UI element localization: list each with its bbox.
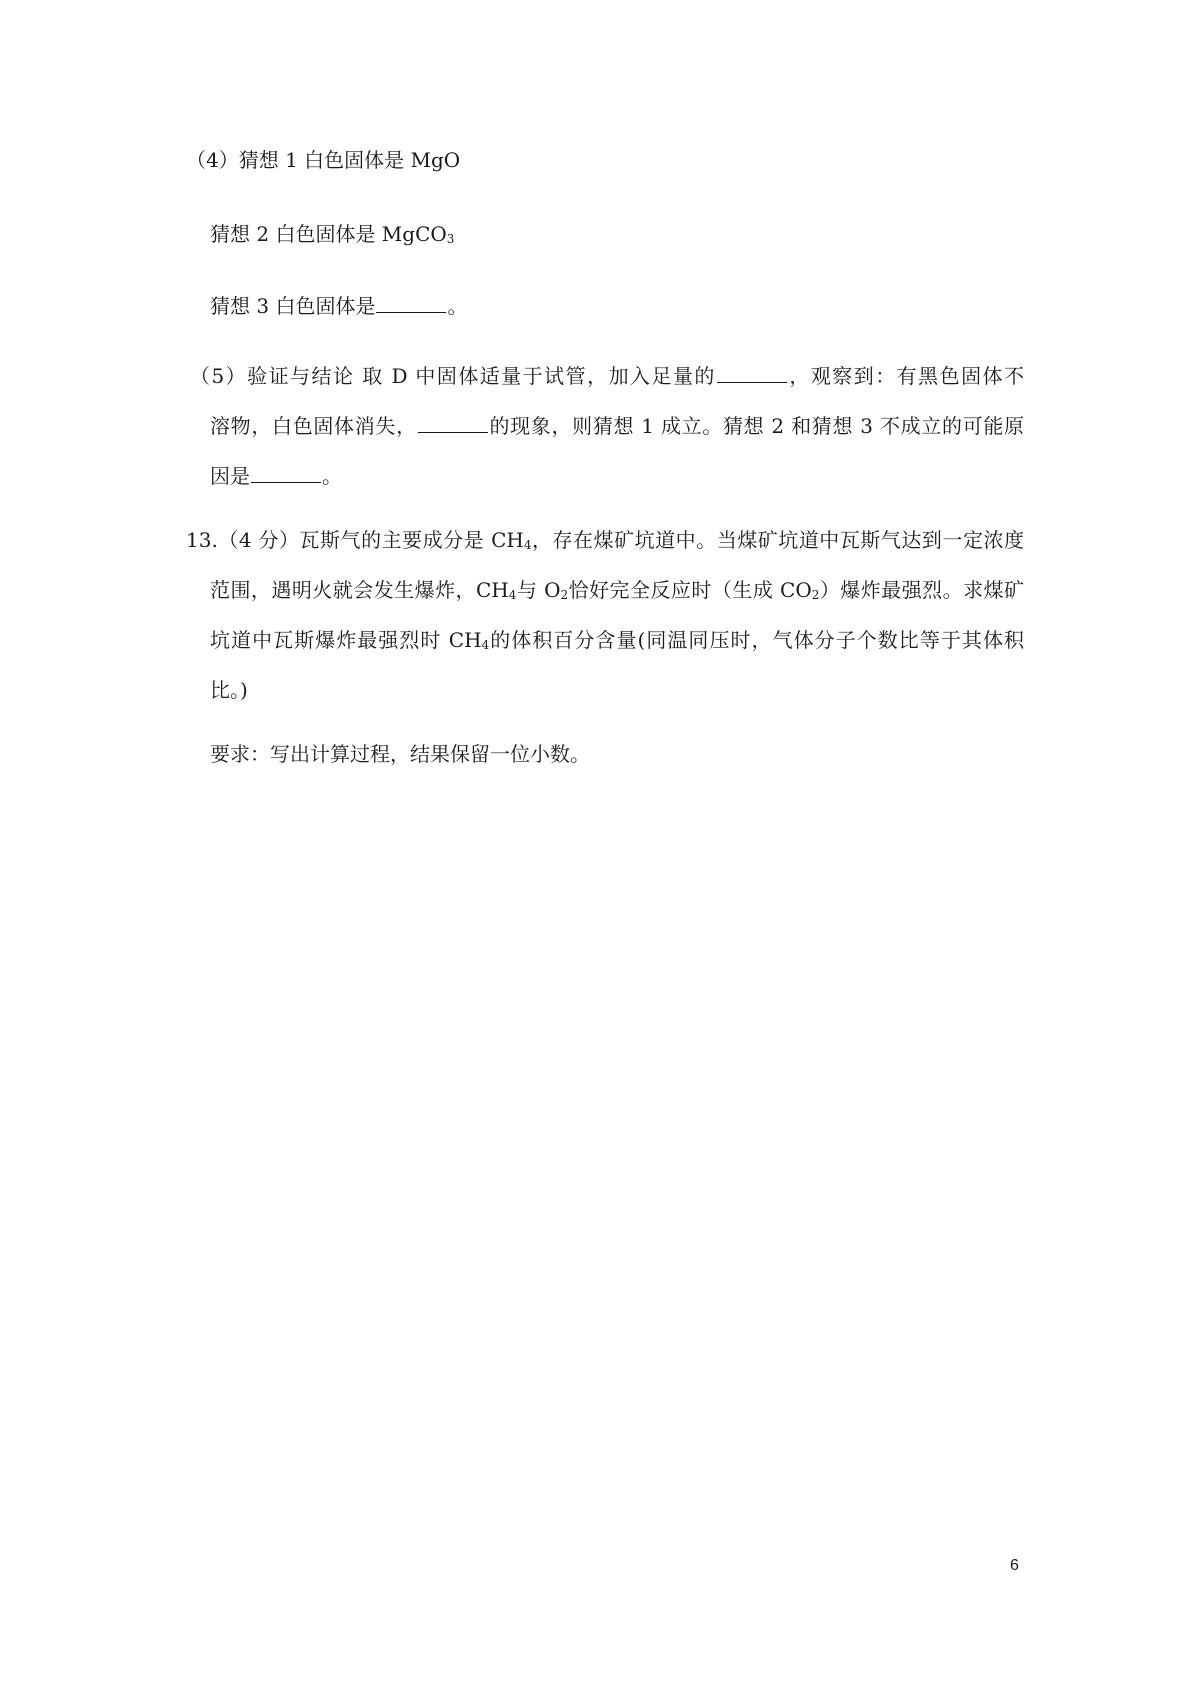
question-13-text-2d: ）爆炸最强烈。求煤矿	[819, 578, 1024, 602]
subscript: 3	[446, 232, 455, 246]
verification-line-3	[210, 462, 342, 490]
subscript: 4	[523, 538, 532, 552]
subscript: 2	[560, 588, 569, 602]
answer-blank[interactable]	[717, 362, 787, 383]
question-13-text-2a: 范围，遇明火就会发生爆炸，CH	[210, 578, 509, 602]
punctuation: 。	[322, 464, 342, 488]
subscript: 4	[508, 588, 517, 602]
verification-text-2b: 的现象，则猜想 1 成立。猜想 2 和猜想 3 不成立的可能原	[488, 414, 1024, 438]
question-13-line-2	[210, 576, 1024, 604]
guess-1-text: （4）猜想 1 白色固体是 MgO	[186, 148, 461, 172]
question-13-text-4: 比。)	[210, 678, 248, 702]
verification-text-1b: ，观察到：有黑色固体不	[787, 364, 1024, 388]
answer-blank[interactable]	[376, 292, 446, 313]
guess-2-line	[210, 220, 454, 248]
verification-text-1a: （5）验证与结论 取 D 中固体适量于试管，加入足量的	[190, 364, 716, 388]
punctuation: 。	[447, 294, 468, 318]
question-13-line-3	[210, 626, 1024, 654]
requirement-text: 要求：写出计算过程，结果保留一位小数。	[210, 742, 590, 766]
requirement-line	[210, 740, 590, 768]
answer-blank[interactable]	[418, 412, 488, 433]
verification-line-2	[210, 412, 1024, 440]
subscript: 4	[481, 638, 490, 652]
guess-3-line	[210, 292, 467, 320]
answer-blank[interactable]	[251, 462, 321, 483]
question-13-text-2c: 恰好完全反应时（生成 CO	[568, 578, 812, 602]
question-13-text-1b: ，存在煤矿坑道中。当煤矿坑道中瓦斯气达到一定浓度	[531, 528, 1024, 552]
question-13-text-1a: 13.（4 分）瓦斯气的主要成分是 CH	[186, 528, 524, 552]
guess-2-text: 猜想 2 白色固体是 MgCO	[210, 222, 447, 246]
question-13-text-3b: 的体积百分含量(同温同压时，气体分子个数比等于其体积	[489, 628, 1024, 652]
verification-text-3a: 因是	[210, 464, 250, 488]
question-13-line-1	[186, 526, 1024, 554]
guess-3-text: 猜想 3 白色固体是	[210, 294, 376, 318]
verification-line-1	[190, 362, 1024, 390]
guess-1-line	[186, 146, 460, 174]
page-number: 6	[1010, 1557, 1019, 1574]
subscript: 2	[811, 588, 820, 602]
question-13-line-4	[210, 676, 248, 704]
question-13-text-2b: 与 O	[516, 578, 561, 602]
verification-text-2a: 溶物，白色固体消失，	[210, 414, 417, 438]
question-13-text-3a: 坑道中瓦斯爆炸最强烈时 CH	[210, 628, 482, 652]
